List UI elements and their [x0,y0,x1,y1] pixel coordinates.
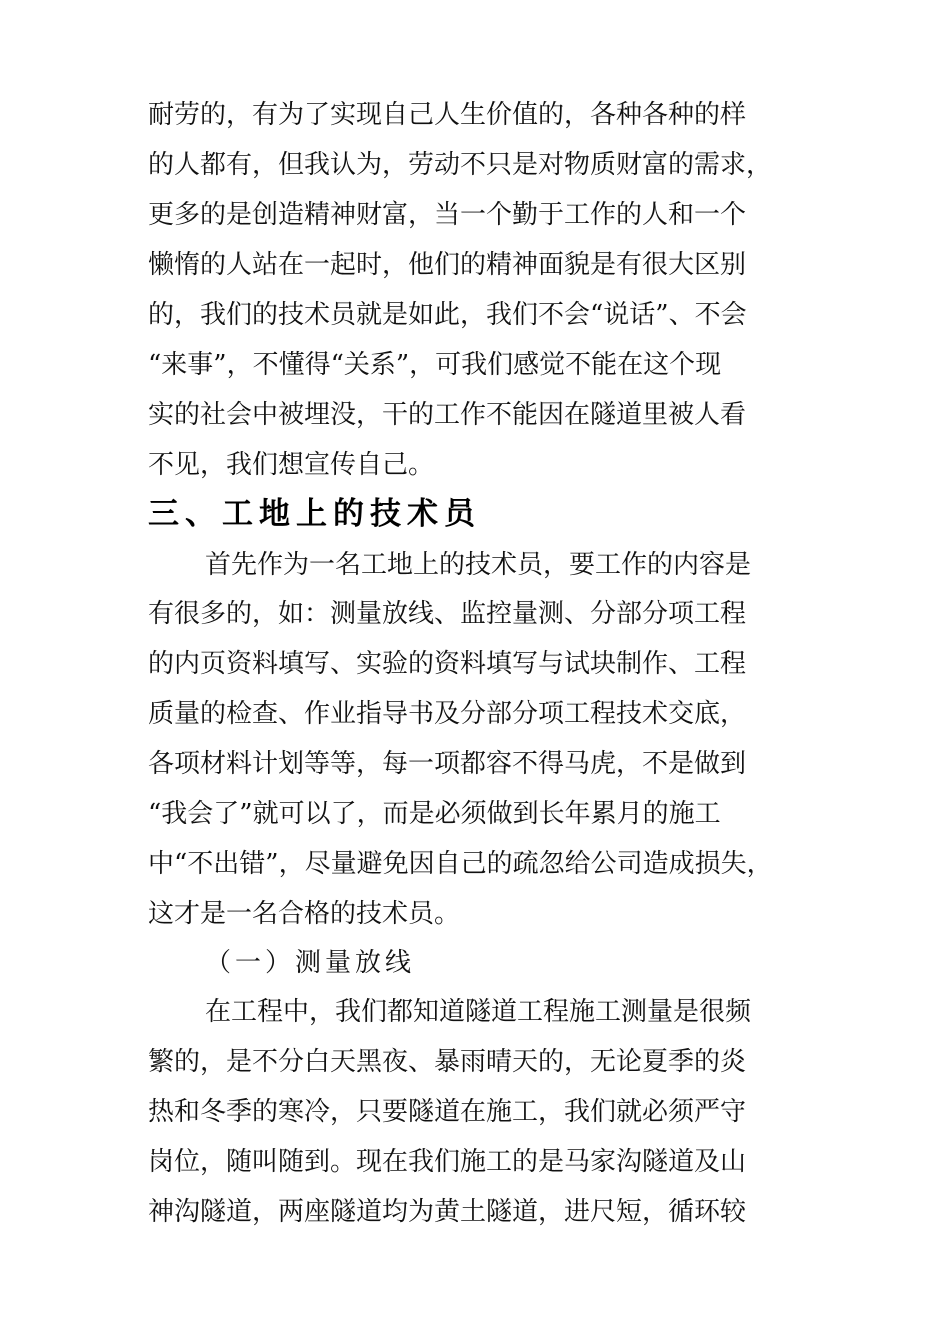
paragraph-line: 实的社会中被埋没，干的工作不能因在隧道里被人看 [148,400,747,430]
paragraph-line: 不见，我们想宣传自己。 [148,450,435,480]
paragraph-line: 的人都有，但我认为，劳动不只是对物质财富的需求， [148,150,773,180]
paragraph-line: 热和冬季的寒冷，只要隧道在施工，我们就必须严守 [148,1097,747,1127]
paragraph-line: 这才是一名合格的技术员。 [148,899,461,929]
paragraph-line: 有很多的，如：测量放线、监控量测、分部分项工程 [148,599,747,629]
paragraph-line: 岗位，随叫随到。现在我们施工的是马家沟隧道及山 [148,1147,747,1177]
paragraph-line: 的内页资料填写、实验的资料填写与试块制作、工程 [148,649,747,679]
paragraph-line: 懒惰的人站在一起时，他们的精神面貌是有很大区别 [148,250,747,280]
paragraph-line: 质量的检查、作业指导书及分部分项工程技术交底， [148,699,747,729]
paragraph-line: 更多的是创造精神财富，当一个勤于工作的人和一个 [148,200,747,230]
paragraph-line: 在工程中，我们都知道隧道工程施工测量是很频 [205,997,752,1027]
section-heading: 三、工地上的技术员 [148,496,481,532]
paragraph-line: “来事”，不懂得“关系”，可我们感觉不能在这个现 [148,350,722,380]
paragraph-line: 繁的，是不分白天黑夜、暴雨晴天的，无论夏季的炎 [148,1047,747,1077]
paragraph-line: 各项材料计划等等，每一项都容不得马虎，不是做到 [148,749,747,779]
subsection-heading: （一）测量放线 [205,948,416,978]
paragraph-line: 耐劳的，有为了实现自己人生价值的，各种各种的样 [148,100,747,130]
paragraph-line: 中“不出错”，尽量避免因自己的疏忽给公司造成损失， [148,849,773,879]
paragraph-line: 的，我们的技术员就是如此，我们不会“说话”、不会 [148,300,747,330]
paragraph-line: 首先作为一名工地上的技术员，要工作的内容是 [205,550,752,580]
paragraph-line: 神沟隧道，两座隧道均为黄土隧道，进尺短，循环较 [148,1197,747,1227]
paragraph-line: “我会了”就可以了，而是必须做到长年累月的施工 [148,799,721,829]
